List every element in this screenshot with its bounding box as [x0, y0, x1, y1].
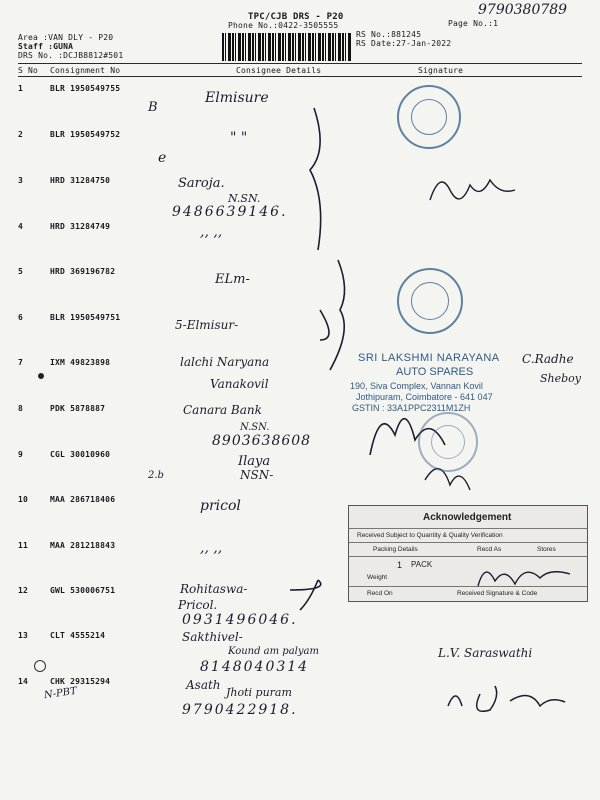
row-consignment: IXM 49823898: [50, 358, 111, 367]
row-sno: 9: [18, 450, 24, 459]
rs-date: RS Date:27-Jan-2022: [356, 39, 452, 48]
stamp-address-2: Jothipuram, Coimbatore - 641 047: [356, 392, 493, 402]
drs-number: DRS No. :DCJB8812#501: [18, 51, 124, 60]
hand-consignee: Saroja.: [178, 176, 225, 191]
ack-stores: Stores: [537, 546, 556, 553]
signature-scribble: [420, 160, 530, 220]
row-consignment: BLR 1950549755: [50, 84, 121, 93]
staff-label: Staff :GUNA: [18, 42, 74, 51]
ack-packing: Packing Details: [373, 546, 418, 553]
row-consignment: CGL 30010960: [50, 450, 111, 459]
hand-signature: Sheboy: [540, 372, 582, 385]
row-consignment: CLT 4555214: [50, 631, 106, 640]
ack-title: Acknowledgement: [423, 512, 512, 523]
col-sno: S No: [18, 66, 39, 75]
row-sno: 5: [18, 267, 24, 276]
row-sno: 10: [18, 495, 29, 504]
hand-signature: C.Radhe: [522, 352, 574, 366]
document-title: TPC/CJB DRS - P20: [248, 12, 344, 22]
round-stamp: [397, 85, 461, 149]
hand-consignee: NSN-: [240, 468, 274, 482]
row-sno: 14: [18, 677, 29, 686]
hand-consignee: Elmisure: [205, 90, 269, 106]
hand-consignee: N.SN.: [240, 422, 270, 433]
hand-consignee: Ilaya: [238, 454, 271, 469]
hand-phone: 8148040314: [200, 659, 310, 675]
ack-signature-code: Received Signature & Code: [457, 590, 538, 597]
ack-recd-on: Recd On: [367, 590, 393, 597]
hand-consignee: Vanakovil: [210, 377, 269, 391]
row-sno: 13: [18, 631, 29, 640]
hand-consignee: Jhoti puram: [226, 686, 292, 699]
hand-consignee: Sakthivel-: [182, 630, 243, 644]
hand-signature: L.V. Saraswathi: [438, 646, 533, 660]
page-number: Page No.:1: [448, 19, 499, 28]
hand-mark: e: [158, 150, 167, 166]
row-consignment: BLR 1950549751: [50, 313, 121, 322]
row-consignment: MAA 286718406: [50, 495, 116, 504]
hand-mark: N-PBT: [43, 685, 78, 702]
col-signature: Signature: [418, 66, 464, 75]
stamp-company-name: SRI LAKSHMI NARAYANA: [358, 352, 500, 364]
hand-phone: 9790422918.: [182, 702, 298, 718]
stamp-gstin: GSTIN : 33A1PPC2311M1ZH: [352, 403, 471, 413]
ack-signature-scribble: [470, 556, 580, 596]
hand-consignee: N.SN.: [228, 192, 261, 205]
stamp-company-name-2: AUTO SPARES: [396, 366, 474, 378]
hand-consignee: Canara Bank: [183, 403, 262, 417]
barcode: [222, 33, 352, 61]
row-sno: 4: [18, 222, 24, 231]
col-consignee: Consignee Details: [236, 66, 322, 75]
hand-consignee: " ": [230, 130, 248, 146]
hand-consignee: Kound am palyam: [228, 646, 319, 657]
phone-label: Phone No.:0422-3505555: [228, 21, 339, 30]
signature-scribble: [440, 676, 580, 726]
row-mark-circle: [34, 660, 46, 672]
hand-consignee: 5-Elmisur-: [175, 318, 239, 332]
hand-phone: 0931496046.: [182, 612, 298, 628]
row-consignment: GWL 530006751: [50, 586, 116, 595]
row-sno: 1: [18, 84, 24, 93]
col-consignment: Consignment No: [50, 66, 121, 75]
ack-recd-as: Recd As: [477, 546, 502, 553]
hand-consignee: ,, ,,: [200, 540, 223, 556]
row-sno: 6: [18, 313, 24, 322]
row-consignment: CHK 29315294: [50, 677, 111, 686]
row-consignment: BLR 1950549752: [50, 130, 121, 139]
row-mark-dot: [38, 373, 44, 379]
hand-consignee: pricol: [200, 498, 241, 514]
round-stamp: [418, 412, 478, 472]
row-sno: 3: [18, 176, 24, 185]
hand-consignee: ELm-: [215, 272, 250, 287]
row-consignment: HRD 31284750: [50, 176, 111, 185]
row-sno: 7: [18, 358, 24, 367]
area-label: Area :VAN DLY - P20: [18, 33, 114, 42]
hand-consignee: Pricol.: [178, 598, 218, 612]
hand-consignee: Rohitaswa-: [180, 582, 248, 596]
header-rule: [18, 63, 582, 64]
row-consignment: HRD 369196782: [50, 267, 116, 276]
rs-number: RS No.:881245: [356, 30, 422, 39]
row-consignment: HRD 31284749: [50, 222, 111, 231]
row-consignment: MAA 281218843: [50, 541, 116, 550]
ack-pack-qty: 1: [397, 560, 403, 570]
hand-mark: B: [148, 100, 158, 115]
hand-phone: 8903638608: [212, 433, 312, 449]
hand-consignee: ,, ,,: [200, 224, 223, 240]
row-sno: 2: [18, 130, 24, 139]
row-consignment: PDK 5878887: [50, 404, 106, 413]
round-stamp: [397, 268, 463, 334]
stamp-address-1: 190, Siva Complex, Vannan Kovil: [350, 381, 483, 391]
header-rule-bottom: [18, 76, 582, 77]
row-sno: 11: [18, 541, 29, 550]
hand-mark: 2.b: [148, 470, 164, 481]
ack-subtitle: Received Subject to Quantity & Quality Verification: [357, 532, 503, 539]
hand-consignee: lalchi Naryana: [180, 355, 270, 369]
row-sno: 8: [18, 404, 24, 413]
hand-consignee: Asath: [186, 678, 221, 692]
hand-phone: 9486639146.: [172, 204, 288, 220]
row-sno: 12: [18, 586, 29, 595]
handwritten-phone: 9790380789: [478, 2, 568, 18]
ack-pack-unit: PACK: [411, 560, 433, 569]
ack-weight: Weight: [367, 574, 388, 581]
